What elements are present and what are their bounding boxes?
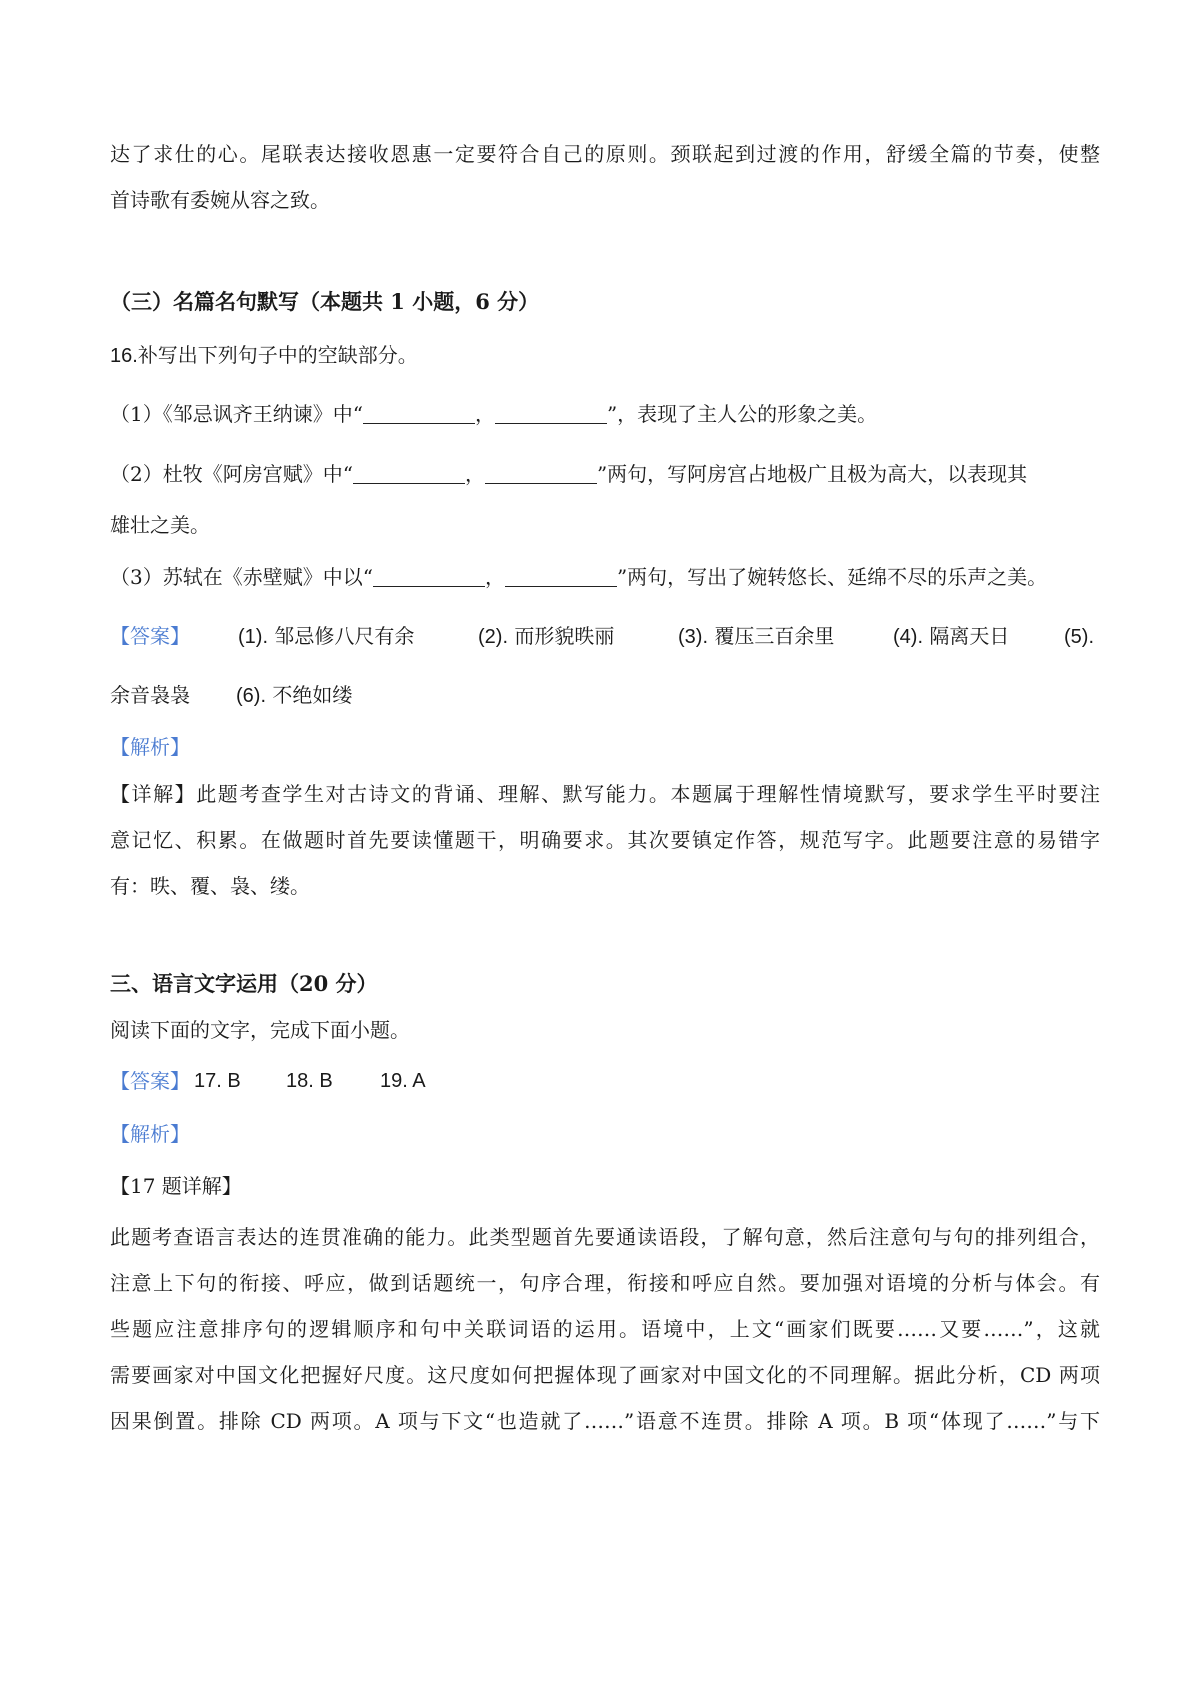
item-3-comma: ， — [484, 565, 505, 589]
part3-answer-17: 17. B — [194, 1070, 241, 1092]
q17-line-1: 此题考查语言表达的连贯准确的能力。此类型题首先要通读语段，了解句意，然后注意句与句的排列组合， — [110, 1225, 1100, 1249]
item-2-comma: ， — [464, 462, 485, 486]
question-16-item-3 — [110, 563, 1100, 591]
q17-line-5: 因果倒置。排除 CD 两项。A 项与下文“也造就了……”语意不连贯。排除 A 项。B 项“体现了……”与下 — [110, 1409, 1100, 1433]
detail-line-3: 有：昳、覆、袅、缕。 — [110, 874, 310, 898]
item-2-prefix: （2）杜牧《阿房宫赋》中“ — [110, 462, 353, 486]
item-2-suffix: ”两句，写阿房宫占地极广且极为高大，以表现其 — [596, 462, 1028, 486]
q17-line-3: 些题应注意排序句的逻辑顺序和句中关联词语的运用。语境中，上文“画家们既要……又要……”，这就 — [110, 1317, 1100, 1341]
part3-answer-label: 【答案】 — [110, 1069, 190, 1093]
blank-4[interactable] — [485, 463, 597, 484]
carryover-line-1: 达了求仕的心。尾联表达接收恩惠一定要符合自己的原则。颈联起到过渡的作用，舒缓全篇的节奏，使整 — [110, 142, 1100, 166]
section-heading-recitation: （三）名篇名句默写（本题共 1 小题，6 分） — [110, 289, 540, 314]
answer-5-text: 余音袅袅 — [110, 683, 190, 707]
detail-line-2: 意记忆、积累。在做题时首先要读懂题干，明确要求。其次要镇定作答，规范写字。此题要注意的易错字 — [110, 828, 1100, 852]
answer-1: (1). 邹忌修八尺有余 — [238, 624, 415, 648]
blank-6[interactable] — [505, 566, 617, 587]
item-3-suffix: ”两句，写出了婉转悠长、延绵不尽的乐声之美。 — [616, 565, 1048, 589]
part3-answer-18: 18. B — [286, 1070, 333, 1092]
blank-2[interactable] — [495, 403, 607, 424]
detail-line-1: 【详解】此题考查学生对古诗文的背诵、理解、默写能力。本题属于理解性情境默写，要求学生平时要注 — [110, 782, 1100, 806]
q17-detail-label: 【17 题详解】 — [110, 1174, 242, 1198]
item-1-prefix: （1）《邹忌讽齐王纳谏》中“ — [110, 402, 363, 426]
blank-5[interactable] — [373, 566, 485, 587]
answer-label: 【答案】 — [110, 624, 190, 648]
item-1-comma: ， — [474, 402, 495, 426]
question-16-item-2-cont: 雄壮之美。 — [110, 513, 210, 537]
item-1-suffix: ”，表现了主人公的形象之美。 — [606, 402, 878, 426]
part3-analysis-label: 【解析】 — [110, 1122, 190, 1146]
blank-3[interactable] — [353, 463, 465, 484]
q17-line-2: 注意上下句的衔接、呼应，做到话题统一，句序合理，衔接和呼应自然。要加强对语境的分析与体会。有 — [110, 1271, 1100, 1295]
answer-6: (6). 不绝如缕 — [236, 683, 353, 707]
part3-answer-19: 19. A — [380, 1070, 426, 1092]
answer-3: (3). 覆压三百余里 — [678, 624, 835, 648]
question-16-item-1 — [110, 400, 1100, 428]
question-16-text: 补写出下列句子中的空缺部分。 — [137, 343, 418, 367]
carryover-line-2: 首诗歌有委婉从容之致。 — [110, 188, 330, 212]
question-16-item-2 — [110, 460, 1100, 488]
blank-1[interactable] — [363, 403, 475, 424]
q17-line-4: 需要画家对中国文化把握好尺度。这尺度如何把握体现了画家对中国文化的不同理解。据此分析，CD 两项 — [110, 1363, 1100, 1387]
answer-2: (2). 而形貌昳丽 — [478, 624, 615, 648]
part3-heading: 三、语言文字运用（20 分） — [110, 971, 378, 996]
analysis-label: 【解析】 — [110, 735, 190, 759]
answer-4: (4). 隔离天日 — [893, 624, 1010, 648]
part3-intro: 阅读下面的文字，完成下面小题。 — [110, 1018, 410, 1042]
answer-5-num: (5). — [1064, 626, 1094, 648]
question-16-prompt: 16.补写出下列句子中的空缺部分。 — [110, 343, 418, 367]
item-3-prefix: （3）苏轼在《赤壁赋》中以“ — [110, 565, 373, 589]
